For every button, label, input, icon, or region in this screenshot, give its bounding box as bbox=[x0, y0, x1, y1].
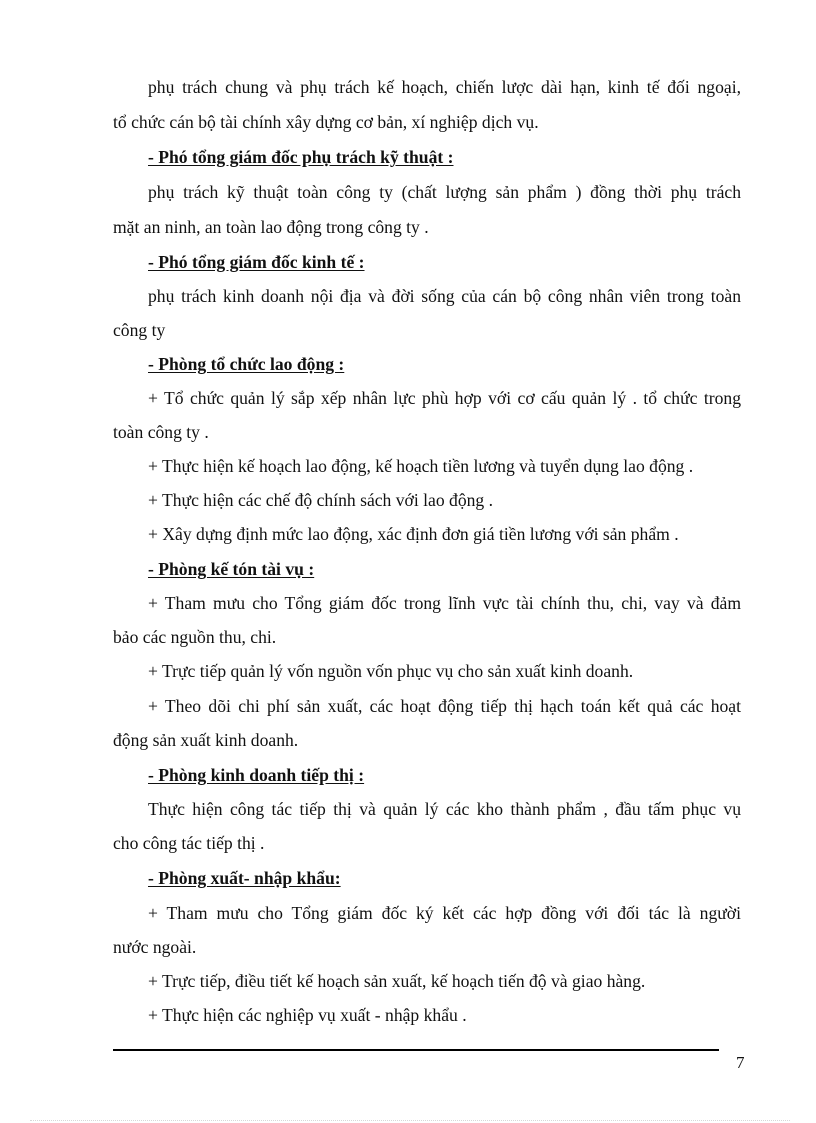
body-line: công ty bbox=[113, 320, 166, 340]
page-edge-divider bbox=[30, 1120, 790, 1121]
list-item: + Tổ chức quản lý sắp xếp nhân lực phù hợp với cơ cấu quản lý . tổ chức trong bbox=[148, 388, 741, 408]
body-line: phụ trách chung và phụ trách kế hoạch, chiến lược dài hạn, kinh tế đối ngoại, bbox=[148, 77, 741, 97]
section-heading: - Phòng kinh doanh tiếp thị : bbox=[148, 765, 365, 785]
section-heading: - Phòng tổ chức lao động : bbox=[148, 354, 345, 374]
body-line: Thực hiện công tác tiếp thị và quản lý các kho thành phẩm , đầu tấm phục vụ bbox=[148, 799, 741, 819]
list-item: + Tham mưu cho Tổng giám đốc trong lĩnh vực tài chính thu, chi, vay và đảm bbox=[148, 593, 741, 613]
body-line: toàn công ty . bbox=[113, 422, 209, 442]
section-heading: - Phòng xuất- nhập khẩu: bbox=[148, 868, 341, 888]
list-item: + Trực tiếp, điều tiết kế hoạch sản xuất, kế hoạch tiến độ và giao hàng. bbox=[148, 971, 646, 991]
body-line: phụ trách kỹ thuật toàn công ty (chất lượng sản phẩm ) đồng thời phụ trách bbox=[148, 182, 741, 202]
body-line: nước ngoài. bbox=[113, 937, 197, 957]
body-line: mặt an ninh, an toàn lao động trong công ty . bbox=[113, 217, 429, 237]
list-item: + Theo dõi chi phí sản xuất, các hoạt động tiếp thị hạch toán kết quả các hoạt bbox=[148, 696, 741, 716]
section-heading: - Phòng kế tón tài vụ : bbox=[148, 559, 315, 579]
body-line: động sản xuất kinh doanh. bbox=[113, 730, 299, 750]
body-line: tổ chức cán bộ tài chính xây dựng cơ bản, xí nghiệp dịch vụ. bbox=[113, 112, 539, 132]
list-item: + Tham mưu cho Tổng giám đốc ký kết các hợp đồng với đối tác là người bbox=[148, 903, 741, 923]
section-heading: - Phó tổng giám đốc kinh tế : bbox=[148, 252, 365, 272]
body-line: bảo các nguồn thu, chi. bbox=[113, 627, 277, 647]
body-line: cho công tác tiếp thị . bbox=[113, 833, 265, 853]
list-item: + Xây dựng định mức lao động, xác định đơn giá tiền lương với sản phẩm . bbox=[148, 524, 679, 544]
list-item: + Thực hiện các nghiệp vụ xuất - nhập khẩu . bbox=[148, 1005, 467, 1025]
list-item: + Trực tiếp quản lý vốn nguồn vốn phục vụ cho sản xuất kinh doanh. bbox=[148, 661, 634, 681]
body-line: phụ trách kinh doanh nội địa và đời sống của cán bộ công nhân viên trong toàn bbox=[148, 286, 741, 306]
list-item: + Thực hiện các chế độ chính sách với lao động . bbox=[148, 490, 494, 510]
page-number: 7 bbox=[736, 1053, 745, 1072]
footer-divider bbox=[113, 1049, 719, 1051]
list-item: + Thực hiện kế hoạch lao động, kế hoạch tiền lương và tuyển dụng lao động . bbox=[148, 456, 694, 476]
section-heading: - Phó tổng giám đốc phụ trách kỹ thuật : bbox=[148, 147, 454, 167]
